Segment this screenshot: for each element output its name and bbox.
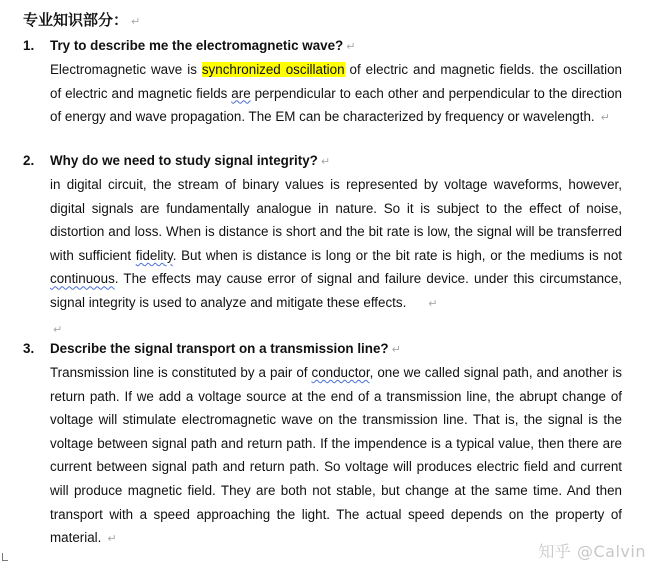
return-mark-icon: ↵: [346, 41, 356, 53]
question-2-number: 2.: [23, 153, 35, 168]
return-mark-icon: ↵: [53, 323, 63, 336]
page-corner-marker: [2, 553, 8, 561]
answer-text: perpendicular to each other and perpendicular to the direction of energy and wave propagation. The EM can be characterized by frequency or wavelength.: [50, 85, 622, 125]
return-mark-icon: ↵: [320, 156, 331, 168]
question-1-title-text: Try to describe me the electromagnetic wave?: [50, 38, 344, 53]
section-heading: [23, 10, 140, 32]
answer-text: . The effects may cause error of signal and failure device. under this circumstance, signal integrity is used to analyze and mitigate these effects.: [50, 271, 622, 310]
empty-paragraph: [50, 317, 623, 340]
spellcheck-flagged-word: continuous: [50, 271, 115, 287]
question-3-title-text: Describe the signal transport on a transmission line?: [50, 341, 389, 356]
return-mark-icon: ↵: [428, 297, 438, 310]
question-1-title: [50, 35, 623, 58]
answer-text: Transmission line is constituted by a pair of: [50, 365, 312, 380]
answer-text: in digital circuit, the stream of binary values is represented by voltage waveforms, however, digital signals are fundamentally analogue in nature. So it is subject to the effect of noise, distortion and loss. When is distance is short and the bit rate is low, the signal will be transferred with sufficient: [50, 177, 622, 263]
question-3: [23, 338, 623, 552]
question-1-number: 1.: [23, 38, 35, 53]
watermark: 知乎 @Calvin: [538, 542, 646, 561]
question-2-heading: [23, 150, 623, 173]
answer-text: . But when is distance is long or the bit rate is high, or the mediums is not: [172, 247, 622, 263]
question-1-heading: [23, 35, 623, 58]
answer-text: , one we called signal path, and another is return path. If we add a voltage source at the end of a transmission line, the abrupt change of voltage will stimulate electromagnetic wave on the transmission line. That is, the signal is the voltage between signal path and return path. If the impendence is a typical value, then there are current between signal path and return path. So voltage will produces electric field and current will produce magnetic field. They are both not stable, but change at the same time. And then transport with a speed approaching the light. The actual speed depends on the property of material.: [50, 365, 622, 546]
return-mark-icon: ↵: [600, 112, 610, 125]
question-1: [23, 35, 623, 131]
spellcheck-flagged-word: fidelity: [135, 247, 173, 263]
question-3-title: [50, 338, 623, 361]
question-3-number: 3.: [23, 341, 35, 356]
question-2-title: [50, 150, 623, 173]
question-3-answer: [50, 361, 622, 552]
question-2: [23, 150, 623, 340]
section-heading-text: 专业知识部分：: [23, 11, 129, 29]
return-mark-icon: ↵: [107, 533, 117, 546]
question-2-answer: [50, 173, 622, 317]
highlighted-text: synchronized oscillation: [201, 62, 345, 77]
return-mark-icon: ↵: [391, 344, 401, 356]
question-3-heading: [23, 338, 623, 361]
spellcheck-flagged-word: are: [231, 85, 251, 101]
answer-text: Electromagnetic wave is: [50, 62, 202, 77]
question-1-answer: [50, 58, 622, 131]
spellcheck-flagged-word: conductor: [311, 365, 370, 380]
answer-text: of electric and magnetic fields. the oscillation of electric and magnetic fields: [50, 62, 622, 101]
question-2-title-text: Why do we need to study signal integrity?: [50, 153, 318, 168]
return-mark-icon: ↵: [131, 15, 141, 28]
